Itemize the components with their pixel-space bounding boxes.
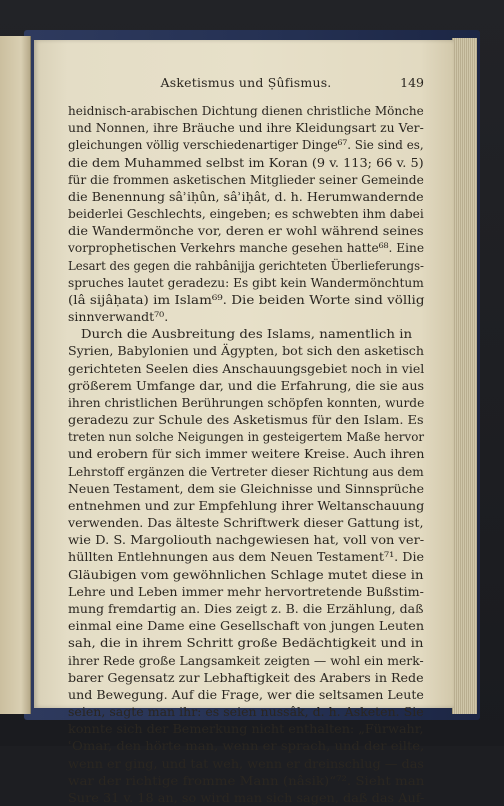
text-line: größerem Umfange dar, und die Erfahrung, die sie aus [68, 377, 425, 393]
text-line: war der richtige fromme Mann (nâsik)“⁷². Sieht man [68, 772, 425, 788]
text-line: geradezu zur Schule des Asketismus für den Islam. Es [68, 412, 424, 428]
text-line: wie D. S. Margoliouth nachgewiesen hat, voll von ver- [68, 532, 425, 548]
text-line: und erobern für sich immer weitere Kreise. Auch ihren [68, 446, 425, 462]
text-line: die Benennung sâʾiḥûn, sâʾiḥât, d. h. Herumwandernde [68, 188, 424, 204]
text-line: (lâ sijâḥata) im Islam⁶⁹. Die beiden Worte sind völlig [68, 291, 425, 307]
text-line: die dem Muhammed selbst im Koran (9 v. 113; 66 v. 5) [68, 154, 424, 170]
text-line: spruches lautet geradezu: Es gibt kein Wandermönchtum [68, 274, 424, 290]
text-line: verwenden. Das älteste Schriftwerk dieser Gattung ist, [68, 515, 424, 531]
text-line: hüllten Entlehnungen aus dem Neuen Testament⁷¹. Die [68, 549, 425, 565]
running-title: Asketismus und Ṣûfismus. [160, 75, 332, 90]
text-line: und Bewegung. Auf die Frage, wer die seltsamen Leute [68, 686, 424, 702]
text-line: vorprophetischen Verkehrs manche gesehen hatte⁶⁸. Eine [68, 240, 425, 256]
text-line: Lehrstoff ergänzen die Vertreter dieser Richtung aus dem [68, 463, 424, 479]
text-line: Sure 31 v. 18 an, so wird man sich sagen, daß das Auf- [68, 789, 425, 805]
page-number: 149 [400, 75, 424, 90]
text-line: Lehre und Leben immer mehr hervortretende Bußstim- [68, 583, 424, 599]
text-line: entnehmen und zur Empfehlung ihrer Weltanschauung [68, 497, 425, 513]
text-line: gerichteten Seelen dies Anschauungsgebiet noch in viel [68, 360, 425, 376]
text-line: treten nun solche Neigungen in gesteigertem Maße hervor [68, 429, 425, 445]
text-line: seien, sagte man ihr: es seien nussâk, d. h. Asketen. Sie [68, 704, 424, 720]
text-line: einmal eine Dame eine Gesellschaft von jungen Leuten [68, 618, 425, 634]
text-line: die Wandermönche vor, deren er wohl während seines [68, 223, 424, 239]
text-line: Gläubigen vom gewöhnlichen Schlage mutet diese in [68, 566, 424, 582]
text-line: konnte sich der Bemerkung nicht enthalten: „Fürwahr, [68, 721, 424, 737]
text-line: Durch die Ausbreitung des Islams, namentlich in [80, 326, 413, 342]
text-line: ihren christlichen Berührungen schöpfen konnten, wurde [68, 394, 425, 410]
book-page [34, 40, 454, 805]
text-line: sah, die in ihrem Schritt große Bedächtigkeit und in [68, 635, 424, 651]
text-line: beiderlei Geschlechts, eingeben; es schwebten ihm dabei [68, 206, 424, 222]
text-line: sinnverwandt⁷⁰. [68, 309, 169, 325]
text-line: mung fremdartig an. Dies zeigt z. B. die Erzählung, daß [68, 600, 424, 616]
page-edges [452, 38, 477, 714]
text-line: Syrien, Babylonien und Ägypten, bot sich den asketisch [68, 343, 425, 359]
left-page-edge [0, 36, 31, 714]
text-line: barer Gegensatz zur Lebhaftigkeit des Arabers in Rede [68, 669, 424, 685]
text-line: heidnisch-arabischen Dichtung dienen christliche Mönche [68, 103, 424, 118]
text-line: wenn er ging, und tat weh, wenn er dreinschlug — das [68, 755, 424, 771]
text-line: für die frommen asketischen Mitglieder seiner Gemeinde [68, 171, 424, 187]
body-text [68, 102, 424, 806]
text-line: Lesart des gegen die rahbânijja gerichteten Überlieferungs- [68, 257, 425, 273]
text-line: ʿOmar, den hörte man, wenn er sprach, und der eilte, [68, 738, 425, 754]
text-line: ihrer Rede große Langsamkeit zeigten — wohl ein merk- [68, 652, 424, 668]
text-line: gleichungen völlig verschiedenartiger Dinge⁶⁷. Sie sind es, [68, 137, 424, 153]
text-line: Neuen Testament, dem sie Gleichnisse und Sinnsprüche [68, 480, 425, 496]
running-head [68, 75, 424, 91]
text-line: und Nonnen, ihre Bräuche und ihre Kleidungsart zu Ver- [68, 120, 424, 136]
